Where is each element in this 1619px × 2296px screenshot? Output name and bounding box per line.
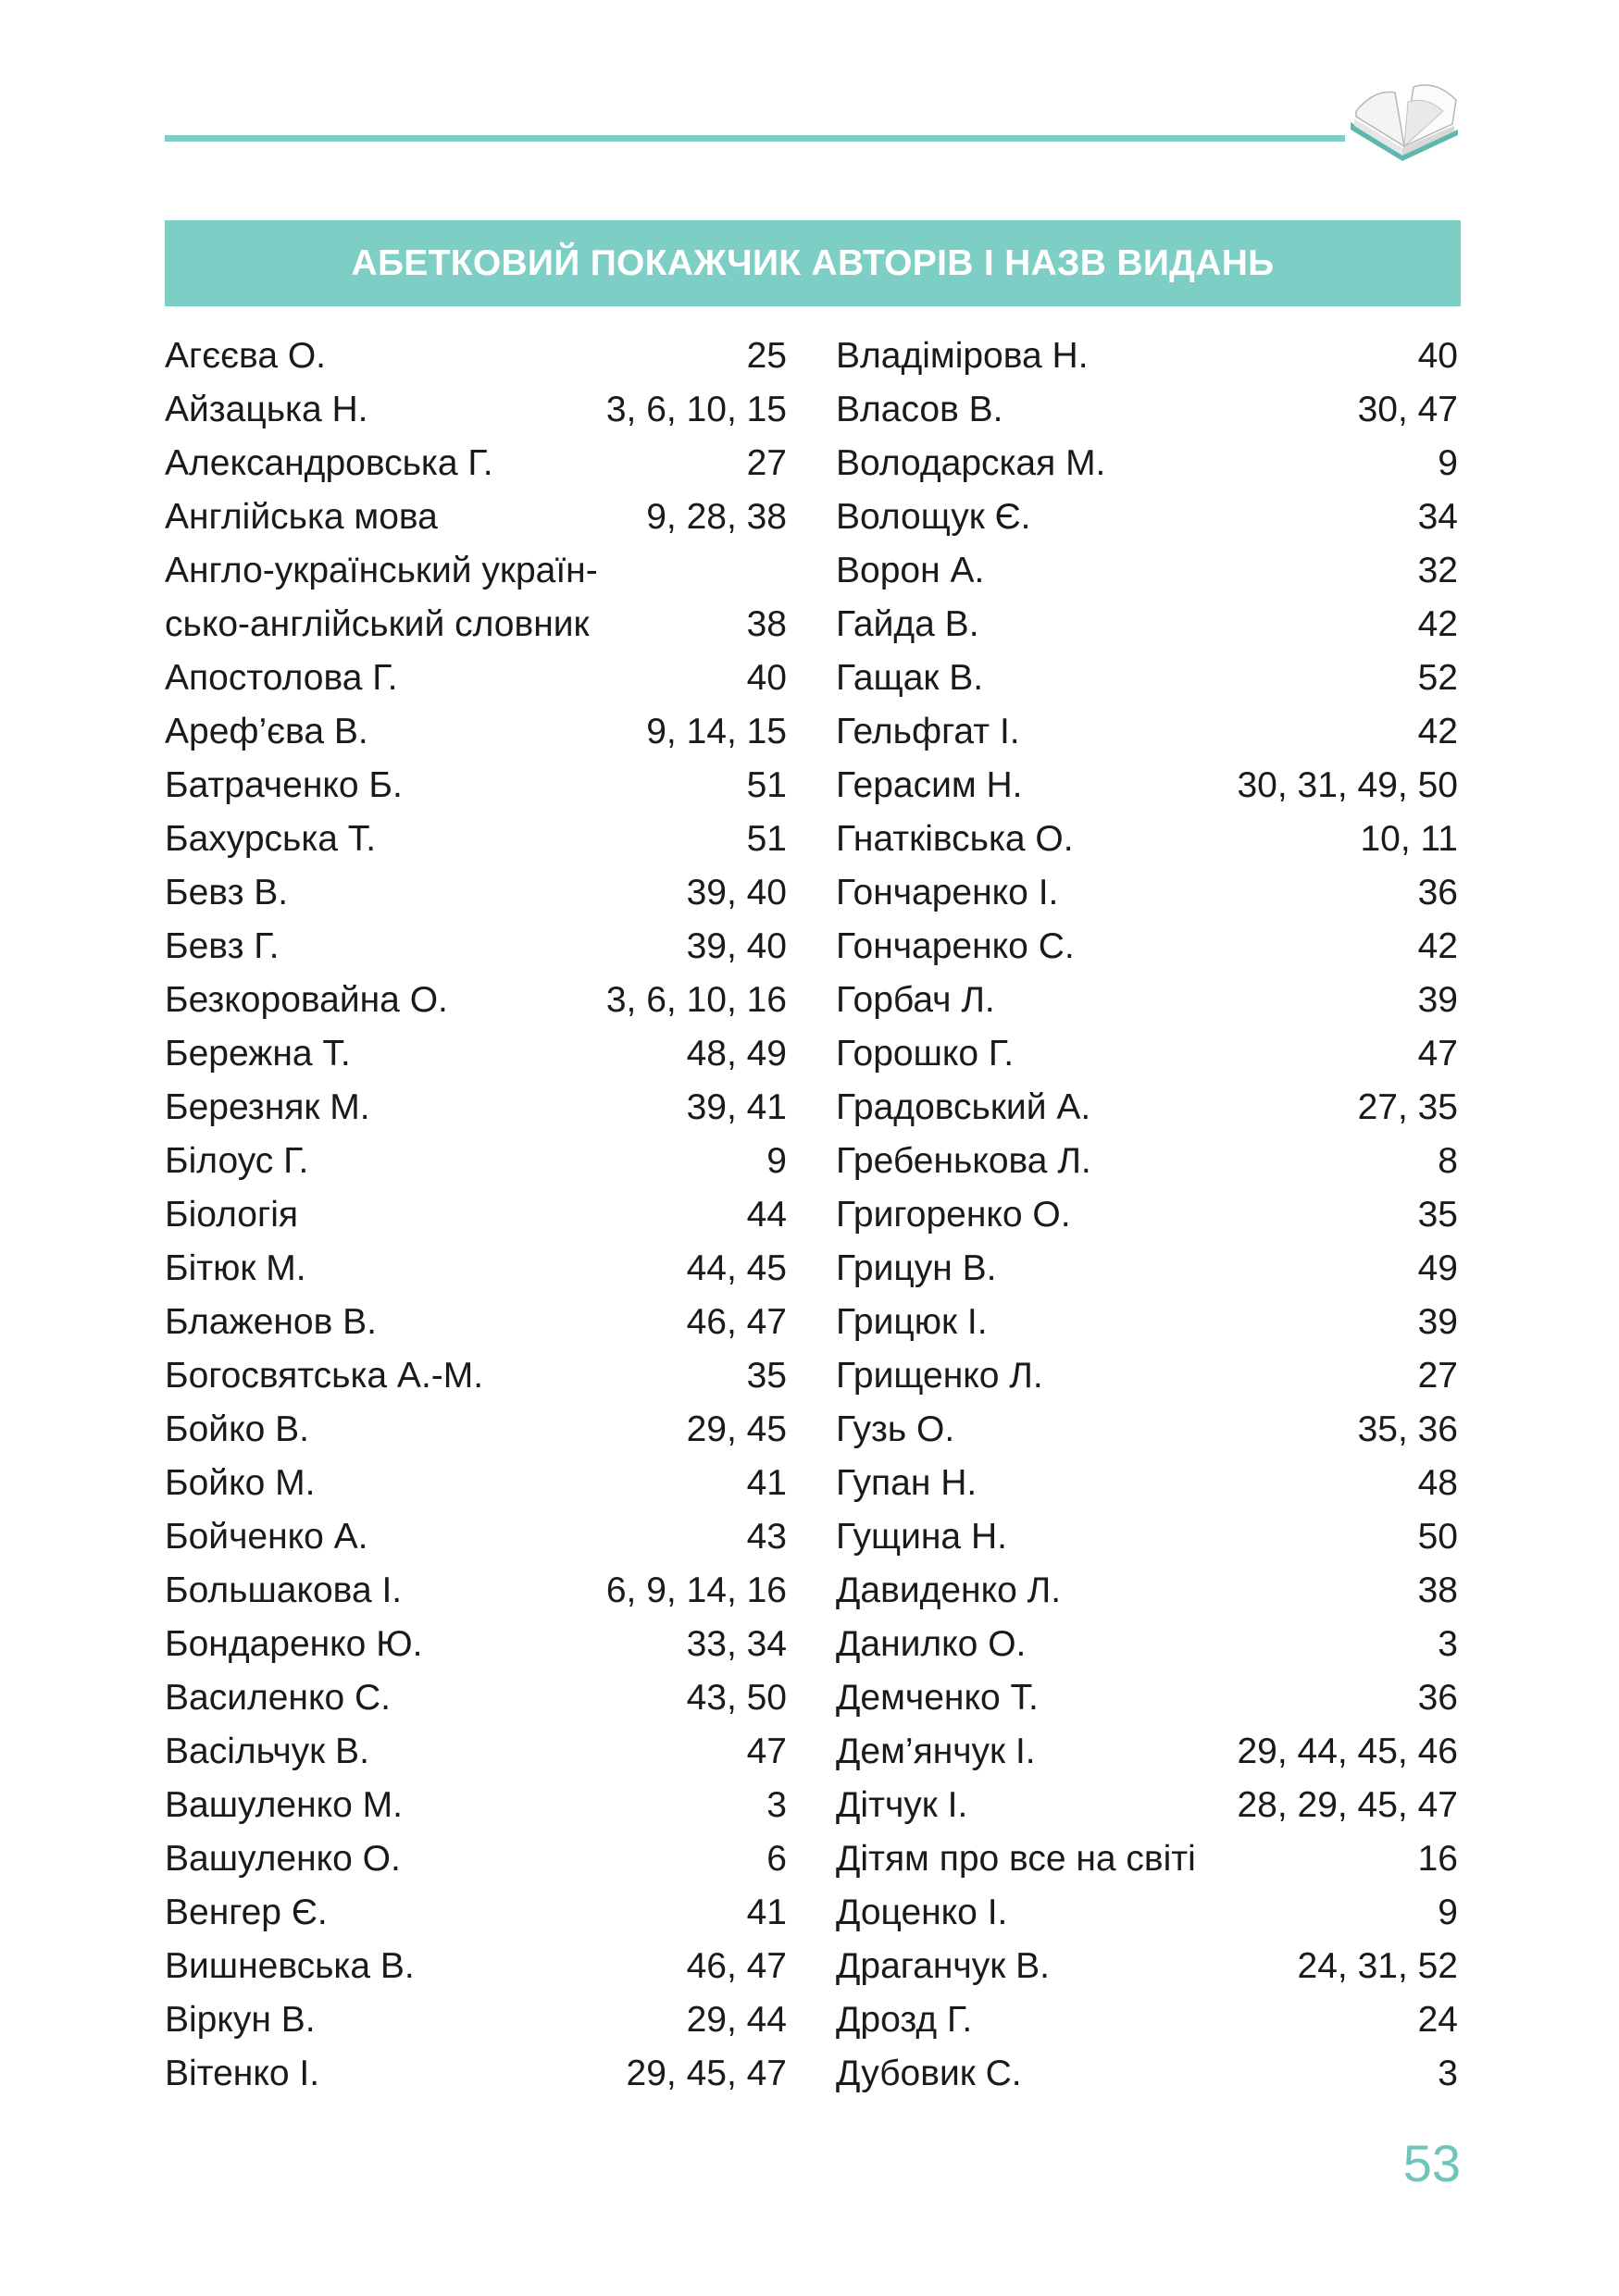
- entry-name: Гончаренко С.: [836, 926, 1075, 966]
- entry-pages: 41: [746, 1893, 787, 1932]
- index-entry: [165, 1779, 787, 1832]
- entry-name: Герасим Н.: [836, 765, 1023, 805]
- entry-name: Бондаренко Ю.: [165, 1624, 423, 1664]
- entry-pages: 52: [1417, 658, 1458, 698]
- index-entry: [836, 1940, 1458, 1993]
- entry-name: Гузь О.: [836, 1409, 955, 1449]
- entry-pages: 40: [1417, 336, 1458, 376]
- entry-pages: 46, 47: [686, 1302, 787, 1342]
- entry-name: Доценко І.: [836, 1893, 1008, 1932]
- entry-name: Англійська мова: [165, 497, 438, 537]
- entry-name: Білоус Г.: [165, 1141, 309, 1181]
- entry-pages: 42: [1417, 926, 1458, 966]
- entry-pages: 46, 47: [686, 1946, 787, 1986]
- entry-name: Васільчук В.: [165, 1731, 369, 1771]
- entry-pages: 35, 36: [1357, 1409, 1458, 1449]
- entry-pages: 3: [1438, 2054, 1458, 2093]
- entry-pages: 39, 40: [686, 926, 787, 966]
- entry-name: Апостолова Г.: [165, 658, 398, 698]
- index-entry: [165, 437, 787, 490]
- entry-pages: 35: [1417, 1195, 1458, 1235]
- index-entry: [165, 1242, 787, 1296]
- index-column-right: [836, 329, 1458, 2101]
- index-column-left: [165, 329, 787, 2101]
- open-book-icon: [1347, 74, 1463, 167]
- entry-name: Гущина Н.: [836, 1517, 1007, 1557]
- entry-pages: 27, 35: [1357, 1087, 1458, 1127]
- index-entry: [165, 652, 787, 705]
- entry-name: Дітчук І.: [836, 1785, 968, 1825]
- entry-pages: 42: [1417, 604, 1458, 644]
- index-entry: [836, 1832, 1458, 1886]
- entry-name: Градовський А.: [836, 1087, 1091, 1127]
- index-entry: [836, 705, 1458, 759]
- index-entry: [836, 598, 1458, 652]
- entry-pages: 51: [746, 819, 787, 859]
- entry-name: Данилко О.: [836, 1624, 1027, 1664]
- entry-name: Володарская М.: [836, 443, 1106, 483]
- entry-pages: 50: [1417, 1517, 1458, 1557]
- entry-pages: 47: [1417, 1034, 1458, 1074]
- entry-name: Василенко С.: [165, 1678, 391, 1718]
- index-entry: [836, 1725, 1458, 1779]
- entry-pages: 42: [1417, 712, 1458, 751]
- entry-name: Дрозд Г.: [836, 2000, 973, 2040]
- entry-pages: 28, 29, 45, 47: [1237, 1785, 1458, 1825]
- index-entry: [165, 705, 787, 759]
- entry-name: Григоренко О.: [836, 1195, 1071, 1235]
- entry-name: Дубовик С.: [836, 2054, 1022, 2093]
- entry-pages: 27: [1417, 1356, 1458, 1396]
- index-entry: [165, 1081, 787, 1135]
- entry-name: Гайда В.: [836, 604, 979, 644]
- entry-name: Богосвятська А.-М.: [165, 1356, 484, 1396]
- entry-name: Біологія: [165, 1195, 298, 1235]
- index-entry: [165, 813, 787, 866]
- entry-name: Березняк М.: [165, 1087, 370, 1127]
- index-entry: [836, 1510, 1458, 1564]
- index-entry: [836, 1349, 1458, 1403]
- index-entry: [165, 1832, 787, 1886]
- entry-pages: 49: [1417, 1248, 1458, 1288]
- entry-name: Власов В.: [836, 390, 1003, 429]
- entry-pages: 24: [1417, 2000, 1458, 2040]
- index-entry: [836, 1296, 1458, 1349]
- entry-name: Дітям про все на світі: [836, 1839, 1196, 1879]
- entry-pages: 3: [766, 1785, 787, 1825]
- header-rule: [165, 135, 1345, 142]
- index-entry: [836, 2047, 1458, 2101]
- entry-name: Давиденко Л.: [836, 1570, 1062, 1610]
- index-entry: [836, 490, 1458, 544]
- index-entry: [836, 920, 1458, 974]
- entry-name: Вітенко І.: [165, 2054, 320, 2093]
- index-entry: [836, 1671, 1458, 1725]
- entry-name: Бевз В.: [165, 873, 289, 912]
- index-entry: [165, 544, 787, 652]
- entry-pages: 9: [1438, 443, 1458, 483]
- index-entry: [836, 1188, 1458, 1242]
- entry-pages: 25: [746, 336, 787, 376]
- index-entry: [165, 1403, 787, 1457]
- entry-pages: 38: [746, 604, 787, 644]
- entry-pages: 36: [1417, 873, 1458, 912]
- entry-pages: 9: [1438, 1893, 1458, 1932]
- index-entry: [165, 1886, 787, 1940]
- entry-name: Бітюк М.: [165, 1248, 306, 1288]
- entry-name: Блаженов В.: [165, 1302, 378, 1342]
- index-entry: [836, 1457, 1458, 1510]
- index-entry: [165, 920, 787, 974]
- entry-name: Демченко Т.: [836, 1678, 1039, 1718]
- index-entry: [836, 759, 1458, 813]
- index-entry: [165, 1296, 787, 1349]
- entry-name: Большакова І.: [165, 1570, 403, 1610]
- entry-pages: 39, 41: [686, 1087, 787, 1127]
- entry-pages: 51: [746, 765, 787, 805]
- entry-pages: 44: [746, 1195, 787, 1235]
- entry-pages: 30, 31, 49, 50: [1237, 765, 1458, 805]
- entry-name: Вашуленко М.: [165, 1785, 403, 1825]
- index-entry: [165, 974, 787, 1027]
- index-entry: [836, 1403, 1458, 1457]
- index-entry: [165, 866, 787, 920]
- entry-pages: 34: [1417, 497, 1458, 537]
- entry-name: Бойченко А.: [165, 1517, 368, 1557]
- entry-pages: 24, 31, 52: [1297, 1946, 1458, 1986]
- entry-pages: 29, 44, 45, 46: [1237, 1731, 1458, 1771]
- entry-name: Грицун В.: [836, 1248, 997, 1288]
- entry-pages: 3, 6, 10, 15: [605, 390, 787, 429]
- entry-name: Ареф’єва В.: [165, 712, 368, 751]
- entry-name: Безкоровайна О.: [165, 980, 448, 1020]
- entry-name: Бойко В.: [165, 1409, 309, 1449]
- entry-name: Александровська Г.: [165, 443, 493, 483]
- entry-pages: 9: [766, 1141, 787, 1181]
- entry-pages: 29, 45, 47: [626, 2054, 787, 2093]
- page-number: 53: [1402, 2134, 1461, 2192]
- index-entry: [836, 1886, 1458, 1940]
- entry-pages: 3: [1438, 1624, 1458, 1664]
- entry-name: Гончаренко І.: [836, 873, 1059, 912]
- entry-name: Грищенко Л.: [836, 1356, 1043, 1396]
- entry-name: Бахурська Т.: [165, 819, 377, 859]
- entry-pages: 29, 44: [686, 2000, 787, 2040]
- index-title: АБЕТКОВИЙ ПОКАЖЧИК АВТОРІВ І НАЗВ ВИДАНЬ: [351, 242, 1275, 283]
- entry-name: Гащак В.: [836, 658, 984, 698]
- entry-name: Грицюк І.: [836, 1302, 988, 1342]
- entry-pages: 43: [746, 1517, 787, 1557]
- index-entry: [836, 866, 1458, 920]
- entry-pages: 32: [1417, 551, 1458, 590]
- entry-name: Венгер Є.: [165, 1893, 328, 1932]
- entry-name: Горбач Л.: [836, 980, 995, 1020]
- index-entry: [836, 329, 1458, 383]
- entry-name: Гнатківська О.: [836, 819, 1074, 859]
- entry-pages: 35: [746, 1356, 787, 1396]
- entry-pages: 41: [746, 1463, 787, 1503]
- entry-pages: 44, 45: [686, 1248, 787, 1288]
- index-entry: [165, 1027, 787, 1081]
- index-entry: [165, 1564, 787, 1618]
- entry-pages: 39: [1417, 1302, 1458, 1342]
- entry-pages: 27: [746, 443, 787, 483]
- entry-name: Батраченко Б.: [165, 765, 403, 805]
- entry-pages: 33, 34: [686, 1624, 787, 1664]
- index-entry: [165, 1618, 787, 1671]
- index-entry: [836, 1564, 1458, 1618]
- entry-pages: 43, 50: [686, 1678, 787, 1718]
- entry-pages: 47: [746, 1731, 787, 1771]
- entry-pages: 6: [766, 1839, 787, 1879]
- entry-name: Горошко Г.: [836, 1034, 1015, 1074]
- entry-name: Віркун В.: [165, 2000, 316, 2040]
- entry-name: Англо-український україн- сько-англійський словник: [165, 551, 598, 644]
- entry-name: Вишневська В.: [165, 1946, 415, 1986]
- entry-name: Гупан Н.: [836, 1463, 978, 1503]
- entry-pages: 16: [1417, 1839, 1458, 1879]
- index-entry: [165, 1510, 787, 1564]
- index-entry: [165, 2047, 787, 2101]
- index-entry: [165, 1457, 787, 1510]
- entry-pages: 10, 11: [1360, 819, 1458, 859]
- index-entry: [836, 437, 1458, 490]
- index-entry: [165, 1940, 787, 1993]
- entry-pages: 9, 28, 38: [646, 497, 787, 537]
- index-entry: [165, 1725, 787, 1779]
- index-entry: [165, 329, 787, 383]
- index-entry: [836, 1242, 1458, 1296]
- entry-pages: 39: [1417, 980, 1458, 1020]
- index-entry: [165, 1135, 787, 1188]
- entry-name: Ворон А.: [836, 551, 985, 590]
- entry-pages: 48: [1417, 1463, 1458, 1503]
- index-entry: [165, 1993, 787, 2047]
- index-entry: [165, 759, 787, 813]
- index-entry: [836, 383, 1458, 437]
- entry-name: Вашуленко О.: [165, 1839, 401, 1879]
- index-entry: [165, 1188, 787, 1242]
- entry-name: Бевз Г.: [165, 926, 280, 966]
- entry-pages: 6, 9, 14, 16: [605, 1570, 787, 1610]
- entry-pages: 38: [1417, 1570, 1458, 1610]
- entry-pages: 36: [1417, 1678, 1458, 1718]
- entry-name: Волощук Є.: [836, 497, 1031, 537]
- index-entry: [836, 1993, 1458, 2047]
- entry-pages: 48, 49: [686, 1034, 787, 1074]
- entry-name: Драганчук В.: [836, 1946, 1050, 1986]
- index-entry: [165, 490, 787, 544]
- entry-name: Бережна Т.: [165, 1034, 351, 1074]
- index-entry: [836, 544, 1458, 598]
- index-entry: [836, 1135, 1458, 1188]
- entry-pages: 39, 40: [686, 873, 787, 912]
- index-entry: [836, 1027, 1458, 1081]
- index-entry: [836, 1081, 1458, 1135]
- entry-name: Агєєва О.: [165, 336, 327, 376]
- entry-pages: 30, 47: [1357, 390, 1458, 429]
- entry-name: Владімірова Н.: [836, 336, 1089, 376]
- entry-pages: 40: [746, 658, 787, 698]
- entry-name: Дем’янчук І.: [836, 1731, 1036, 1771]
- index-entry: [165, 1671, 787, 1725]
- entry-name: Гребенькова Л.: [836, 1141, 1091, 1181]
- index-title-banner: [165, 220, 1461, 306]
- entry-name: Айзацька Н.: [165, 390, 368, 429]
- index-entry: [836, 974, 1458, 1027]
- index-entry: [165, 383, 787, 437]
- index-entry: [836, 652, 1458, 705]
- entry-pages: 29, 45: [686, 1409, 787, 1449]
- index-entry: [836, 1618, 1458, 1671]
- index-entry: [836, 1779, 1458, 1832]
- entry-pages: 8: [1438, 1141, 1458, 1181]
- entry-pages: 3, 6, 10, 16: [605, 980, 787, 1020]
- index-entry: [836, 813, 1458, 866]
- entry-name: Бойко М.: [165, 1463, 316, 1503]
- index-entry: [165, 1349, 787, 1403]
- entry-pages: 9, 14, 15: [646, 712, 787, 751]
- entry-name: Гельфгат І.: [836, 712, 1020, 751]
